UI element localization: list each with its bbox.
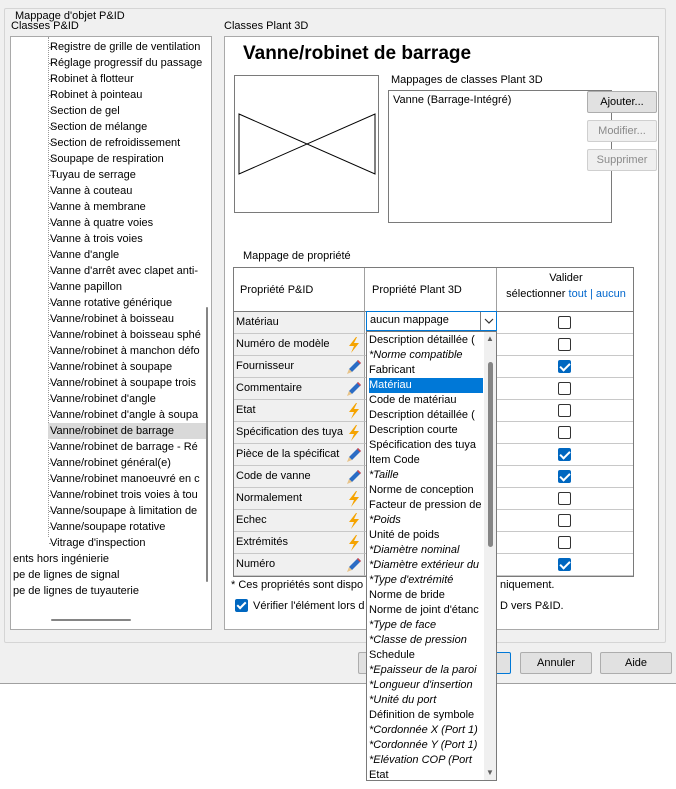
add-button[interactable]: Ajouter... xyxy=(587,91,657,113)
select-separator: | xyxy=(589,288,593,300)
pid-property-cell xyxy=(234,334,365,356)
pid-property-name: Matériau xyxy=(236,316,279,328)
group-title: Mappage d'objet P&ID xyxy=(15,10,125,22)
select-label: sélectionner xyxy=(506,288,566,300)
class-mappings-list[interactable] xyxy=(388,90,612,223)
validate-checkbox[interactable] xyxy=(558,470,571,483)
help-button[interactable]: Aide xyxy=(600,652,672,674)
tree-item[interactable]: Vanne/robinet général(e) xyxy=(50,457,171,469)
pid-property-cell xyxy=(234,312,365,334)
tree-item[interactable]: Vanne d'angle xyxy=(50,249,120,261)
tree-item[interactable]: Section de refroidissement xyxy=(50,137,181,149)
cancel-button[interactable]: Annuler xyxy=(520,652,592,674)
pid-property-cell xyxy=(234,554,365,576)
dropdown-option[interactable]: Fabricant xyxy=(369,364,415,376)
dropdown-option[interactable]: Item Code xyxy=(369,454,420,466)
plant3d-classes-label: Classes Plant 3D xyxy=(224,20,309,32)
validate-cell xyxy=(497,444,634,466)
tree-item[interactable]: Vanne à membrane xyxy=(50,201,146,213)
tree-item[interactable]: Vanne/robinet manoeuvré en c xyxy=(50,473,200,485)
pid-property-name: Pièce de la spécificat xyxy=(236,448,340,460)
validate-checkbox[interactable] xyxy=(558,492,571,505)
mappings-label: Mappages de classes Plant 3D xyxy=(391,74,543,86)
dropdown-option[interactable]: *Cordonnée X (Port 1) xyxy=(369,724,478,736)
delete-button[interactable]: Supprimer xyxy=(587,149,657,171)
tree-item[interactable]: Vanne à trois voies xyxy=(50,233,143,245)
validate-cell xyxy=(497,488,634,510)
plant3d-property-combo[interactable] xyxy=(366,311,497,331)
tree-item[interactable]: Vanne/soupape rotative xyxy=(50,521,166,533)
combo-value: aucun mappage xyxy=(370,314,449,326)
validate-cell xyxy=(497,312,634,334)
lightning-icon[interactable] xyxy=(346,425,362,441)
pid-property-name: Normalement xyxy=(236,492,303,504)
validate-checkbox[interactable] xyxy=(558,426,571,439)
pencil-icon[interactable] xyxy=(346,447,362,463)
tree-item[interactable]: Soupape de respiration xyxy=(50,153,164,165)
scroll-up-icon[interactable]: ▲ xyxy=(486,334,494,343)
dropdown-scrollbar[interactable] xyxy=(484,332,496,780)
pid-class-tree[interactable] xyxy=(10,36,212,630)
dropdown-option[interactable]: *Diamètre nominal xyxy=(369,544,460,556)
tree-item[interactable]: Vitrage d'inspection xyxy=(50,537,146,549)
dropdown-option[interactable]: Norme de conception xyxy=(369,484,474,496)
gate-valve-symbol xyxy=(235,76,378,212)
col-header-pid[interactable] xyxy=(234,268,365,312)
dropdown-option[interactable]: Matériau xyxy=(369,378,483,393)
property-mapping-label: Mappage de propriété xyxy=(243,250,351,262)
validate-checkbox[interactable] xyxy=(558,404,571,417)
lightning-icon[interactable] xyxy=(346,535,362,551)
validate-cell xyxy=(497,554,634,576)
dropdown-option[interactable]: *Diamètre extérieur du xyxy=(369,559,480,571)
footnote-left: * Ces propriétés sont dispo xyxy=(231,579,364,591)
tree-item[interactable]: Vanne/robinet à boisseau sphé xyxy=(50,329,201,341)
pencil-icon[interactable] xyxy=(346,359,362,375)
dropdown-option[interactable]: *Norme compatible xyxy=(369,349,463,361)
verify-label-right: D vers P&ID. xyxy=(500,600,564,612)
dropdown-option[interactable]: Norme de joint d'étanc xyxy=(369,604,479,616)
mapping-item[interactable]: Vanne (Barrage-Intégré) xyxy=(393,94,512,106)
dropdown-option[interactable]: *Elévation COP (Port xyxy=(369,754,472,766)
lightning-icon[interactable] xyxy=(346,491,362,507)
pid-property-name: Spécification des tuya xyxy=(236,426,344,438)
pencil-icon[interactable] xyxy=(346,469,362,485)
tree-item[interactable]: Vanne à couteau xyxy=(50,185,133,197)
validate-checkbox[interactable] xyxy=(558,338,571,351)
pid-property-cell xyxy=(234,356,365,378)
pid-property-name: Etat xyxy=(236,404,256,416)
tree-item[interactable]: Vanne/soupape à limitation de xyxy=(50,505,198,517)
tree-item[interactable]: Vanne/robinet à boisseau xyxy=(50,313,174,325)
tree-root-item[interactable]: ents hors ingénierie xyxy=(13,553,110,565)
lightning-icon[interactable] xyxy=(346,337,362,353)
select-none-link[interactable]: aucun xyxy=(595,288,626,300)
dropdown-option[interactable]: *Taille xyxy=(369,469,399,481)
scroll-down-icon[interactable]: ▼ xyxy=(486,768,494,777)
tree-item[interactable]: Robinet à flotteur xyxy=(50,73,134,85)
tree-item[interactable]: Réglage progressif du passage xyxy=(50,57,203,69)
pid-property-cell xyxy=(234,532,365,554)
pid-property-cell xyxy=(234,488,365,510)
select-all-link[interactable]: tout xyxy=(568,288,587,300)
dropdown-option[interactable]: Unité de poids xyxy=(369,529,440,541)
pid-classes-label: Classes P&ID xyxy=(11,20,79,32)
validate-cell xyxy=(497,400,634,422)
pid-property-name: Extrémités xyxy=(236,536,288,548)
footnote-right: niquement. xyxy=(500,579,555,591)
validate-cell xyxy=(497,466,634,488)
tree-item[interactable]: Vanne rotative générique xyxy=(50,297,173,309)
validate-checkbox[interactable] xyxy=(558,382,571,395)
tree-item[interactable]: Robinet à pointeau xyxy=(50,89,143,101)
modify-button[interactable]: Modifier... xyxy=(587,120,657,142)
validate-label: Valider xyxy=(549,272,583,284)
tree-item[interactable]: Section de gel xyxy=(50,105,120,117)
tree-item[interactable]: Vanne d'arrêt avec clapet anti- xyxy=(50,265,199,277)
col-header-plant3d-label: Propriété Plant 3D xyxy=(372,284,462,296)
tree-root-item[interactable]: pe de lignes de signal xyxy=(13,569,120,581)
dropdown-option[interactable]: Schedule xyxy=(369,649,415,661)
pid-property-name: Echec xyxy=(236,514,267,526)
class-title: Vanne/robinet de barrage xyxy=(243,43,472,64)
col-header-plant3d[interactable] xyxy=(365,268,497,312)
tree-root-item[interactable]: pe de lignes de tuyauterie xyxy=(13,585,139,597)
validate-cell xyxy=(497,356,634,378)
dropdown-option[interactable]: *Type d'extrémité xyxy=(369,574,454,586)
dropdown-option[interactable]: Définition de symbole xyxy=(369,709,475,721)
col-header-pid-label: Propriété P&ID xyxy=(240,284,314,296)
tree-item[interactable]: Vanne/robinet d'angle à soupa xyxy=(50,409,199,421)
validate-cell xyxy=(497,334,634,356)
dropdown-option[interactable]: Description courte xyxy=(369,424,458,436)
validate-cell xyxy=(497,510,634,532)
property-dropdown-list[interactable] xyxy=(366,331,497,781)
tree-item[interactable]: Tuyau de serrage xyxy=(50,169,136,181)
tree-item[interactable]: Vanne/robinet d'angle xyxy=(50,393,156,405)
tree-item[interactable]: Registre de grille de ventilation xyxy=(50,41,201,53)
apply-button-partial[interactable] xyxy=(495,652,511,674)
tree-item[interactable]: Vanne/robinet à soupape trois xyxy=(50,377,196,389)
col-header-validate xyxy=(497,268,634,312)
dropdown-option[interactable]: Description détaillée ( xyxy=(369,409,475,421)
lightning-icon[interactable] xyxy=(346,513,362,529)
validate-cell xyxy=(497,532,634,554)
validate-checkbox[interactable] xyxy=(558,316,571,329)
lightning-icon[interactable] xyxy=(346,403,362,419)
tree-item[interactable]: Vanne à quatre voies xyxy=(50,217,154,229)
dropdown-option[interactable]: *Longueur d'insertion xyxy=(369,679,473,691)
pid-property-cell xyxy=(234,400,365,422)
pid-property-name: Commentaire xyxy=(236,382,303,394)
validate-cell xyxy=(497,422,634,444)
chevron-down-icon[interactable] xyxy=(480,312,496,330)
verify-label-left: Vérifier l'élément lors d xyxy=(253,600,365,612)
dropdown-option[interactable]: Facteur de pression de xyxy=(369,499,482,511)
tree-item[interactable]: Vanne/robinet trois voies à tou xyxy=(50,489,198,501)
pid-property-cell xyxy=(234,466,365,488)
dropdown-option[interactable]: *Classe de pression xyxy=(369,634,467,646)
tree-item[interactable]: Vanne/robinet à manchon défo xyxy=(50,345,200,357)
tree-item[interactable]: Vanne/robinet de barrage - Ré xyxy=(50,441,198,453)
verify-checkbox[interactable] xyxy=(235,599,248,612)
pencil-icon[interactable] xyxy=(346,557,362,573)
pid-property-name: Fournisseur xyxy=(236,360,295,372)
validate-cell xyxy=(497,378,634,400)
valve-symbol-preview xyxy=(234,75,379,213)
dropdown-option[interactable]: *Epaisseur de la paroi xyxy=(369,664,477,676)
dropdown-option[interactable]: *Unité du port xyxy=(369,694,437,706)
pencil-icon[interactable] xyxy=(346,381,362,397)
pid-property-cell xyxy=(234,422,365,444)
dropdown-option[interactable]: Spécification des tuya xyxy=(369,439,477,451)
pid-property-name: Code de vanne xyxy=(236,470,311,482)
tree-vertical-scrollbar[interactable] xyxy=(206,307,208,582)
dropdown-option[interactable]: Norme de bride xyxy=(369,589,445,601)
pid-property-cell xyxy=(234,378,365,400)
dropdown-option[interactable]: Description détaillée ( xyxy=(369,334,475,346)
dropdown-scroll-thumb[interactable] xyxy=(488,362,493,547)
tree-item[interactable]: Section de mélange xyxy=(50,121,148,133)
pid-property-name: Numéro de modèle xyxy=(236,338,330,350)
validate-checkbox[interactable] xyxy=(558,558,571,571)
dropdown-option[interactable]: Code de matériau xyxy=(369,394,457,406)
validate-checkbox[interactable] xyxy=(558,448,571,461)
validate-checkbox[interactable] xyxy=(558,514,571,527)
dropdown-option[interactable]: *Poids xyxy=(369,514,401,526)
validate-checkbox[interactable] xyxy=(558,536,571,549)
dropdown-option[interactable]: Etat xyxy=(369,769,389,781)
pid-property-name: Numéro xyxy=(236,558,276,570)
validate-checkbox[interactable] xyxy=(558,360,571,373)
tree-item[interactable]: Vanne papillon xyxy=(50,281,122,293)
tree-item[interactable]: Vanne/robinet à soupape xyxy=(50,361,173,373)
pid-property-cell xyxy=(234,444,365,466)
pid-property-cell xyxy=(234,510,365,532)
tree-item[interactable]: Vanne/robinet de barrage xyxy=(48,423,206,439)
dropdown-option[interactable]: *Type de face xyxy=(369,619,437,631)
tree-horizontal-scrollbar[interactable] xyxy=(51,619,131,621)
dropdown-option[interactable]: *Cordonnée Y (Port 1) xyxy=(369,739,478,751)
